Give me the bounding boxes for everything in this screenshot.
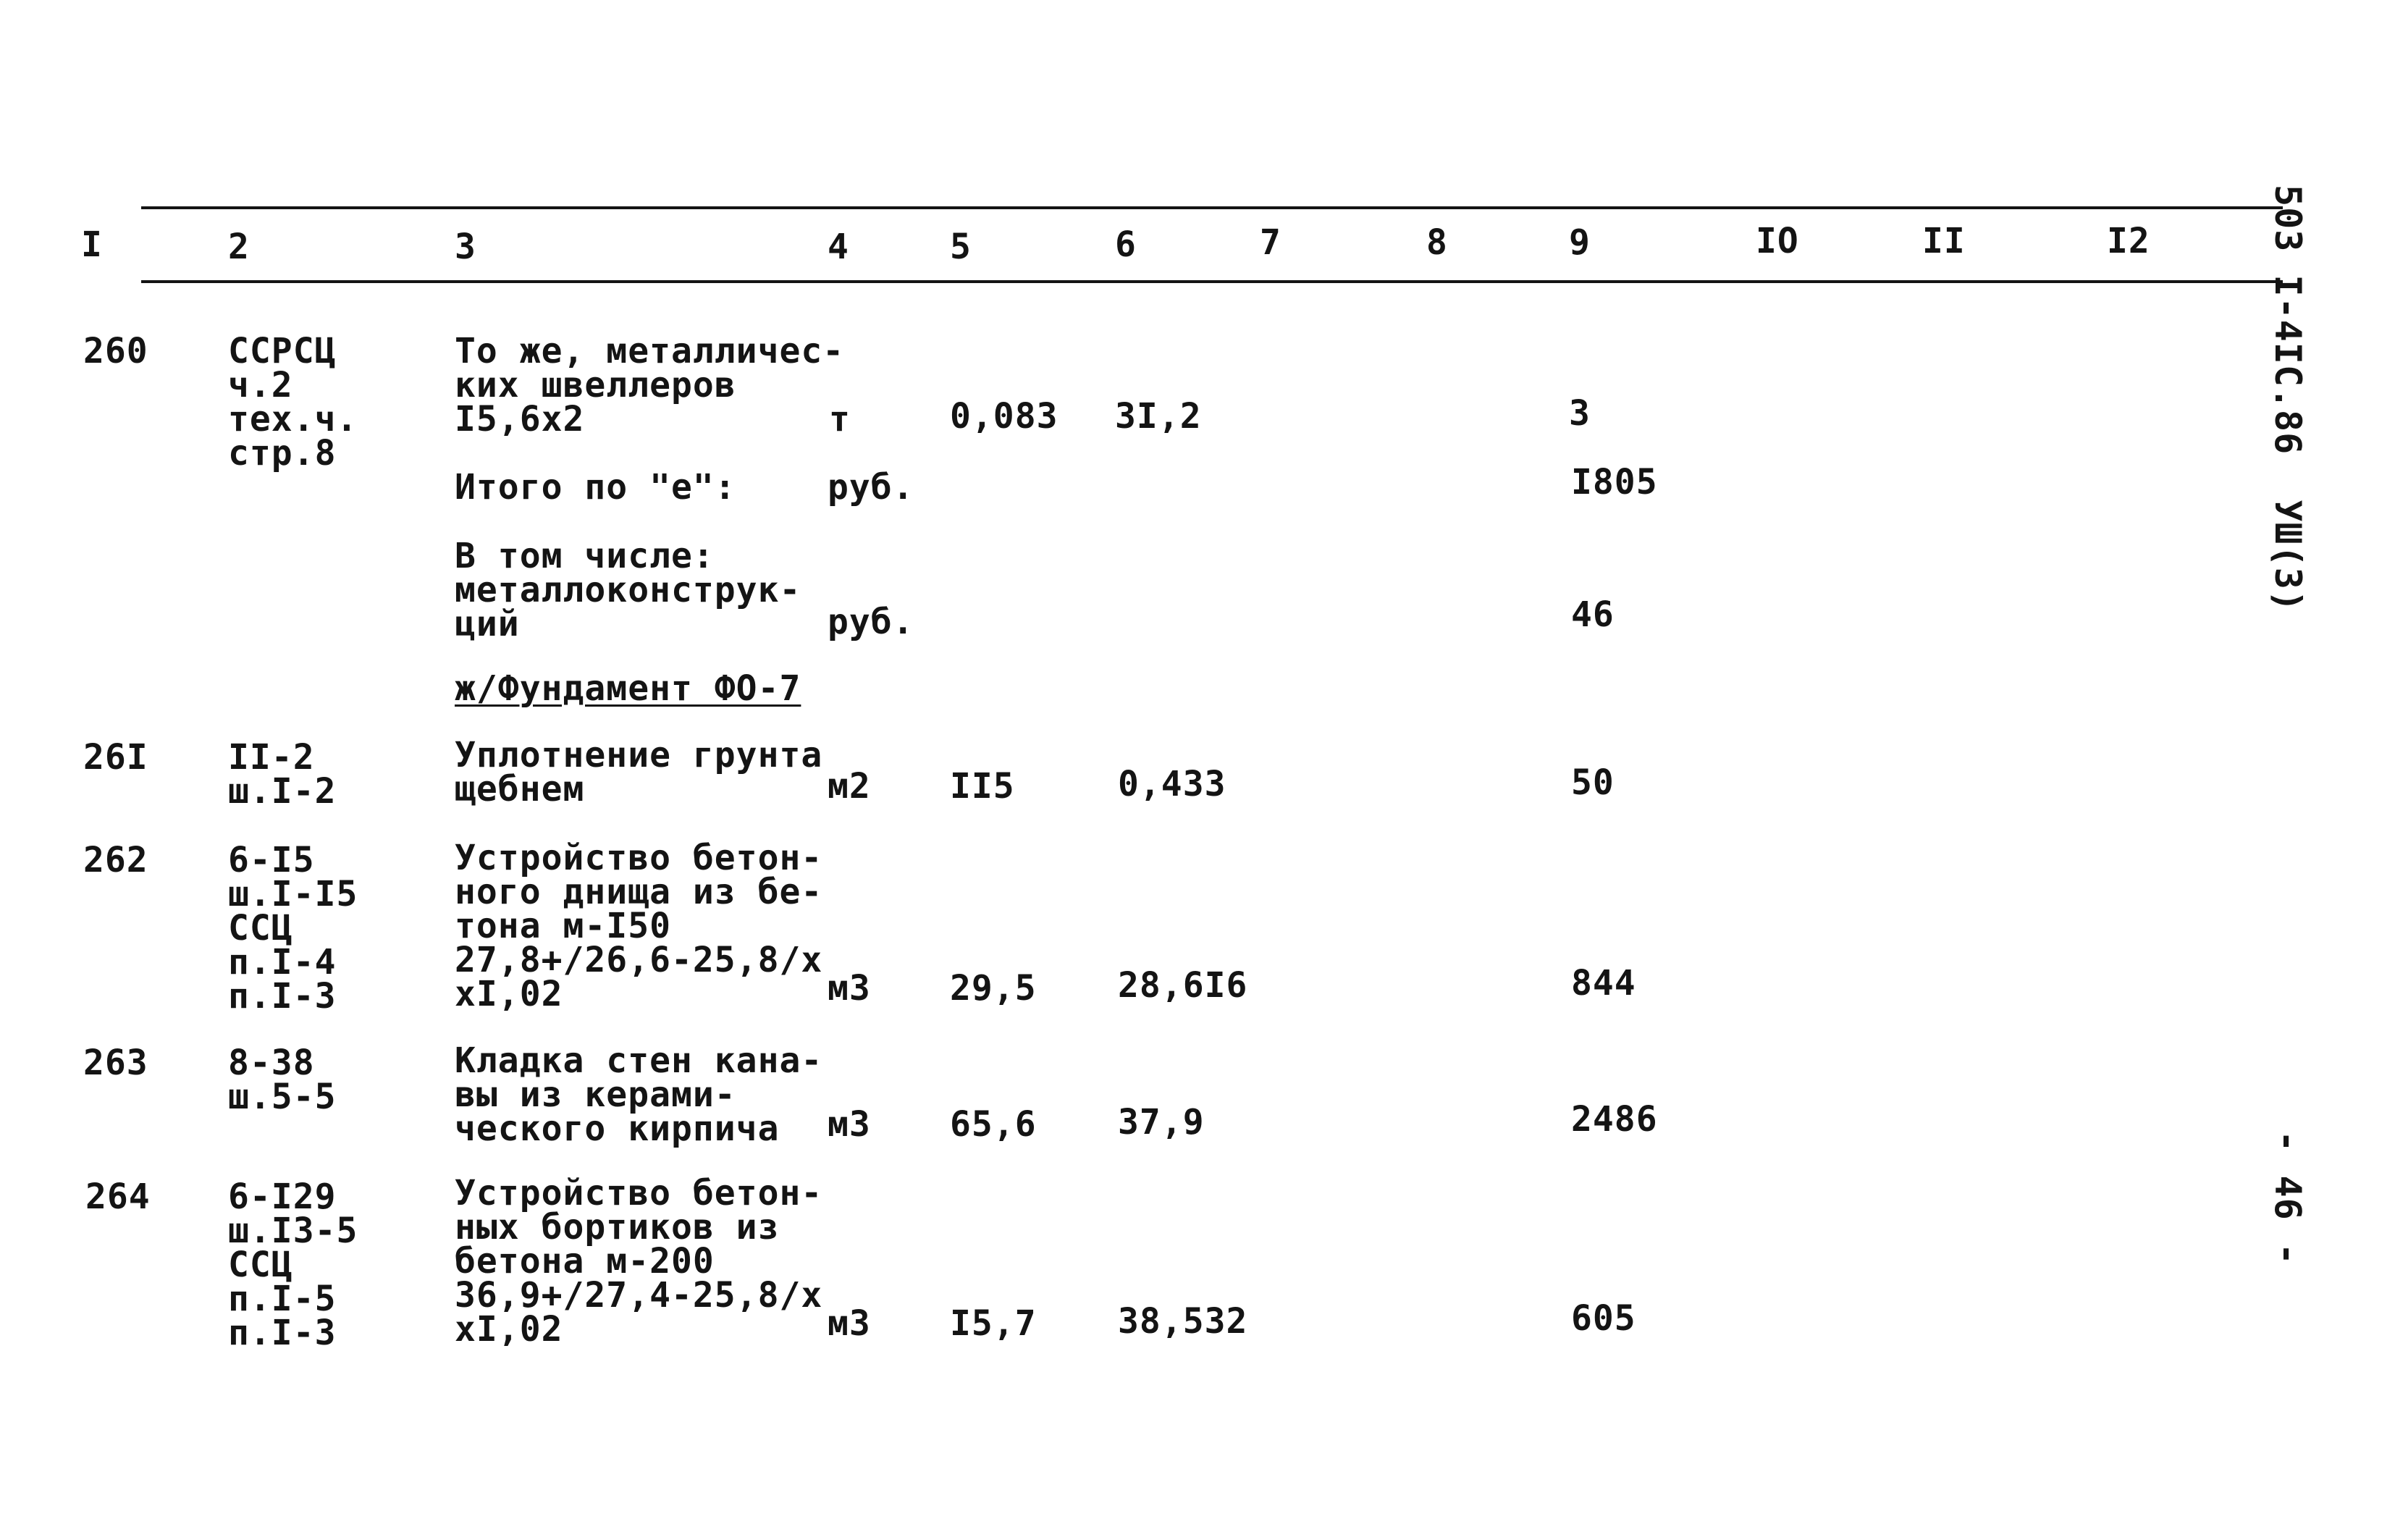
row-262-unit: м3 (828, 968, 871, 1009)
subtotal-total: I805 (1571, 462, 1658, 502)
column-header-12: I2 (2107, 221, 2150, 261)
row-264-unit: м3 (828, 1303, 871, 1344)
column-header-1: I (81, 224, 103, 265)
row-263-code: 8-38 ш.5-5 (228, 1043, 337, 1117)
row-260-price: 3I,2 (1115, 396, 1202, 437)
row-262-price: 28,6I6 (1118, 965, 1248, 1006)
row-263-quantity: 65,6 (950, 1104, 1037, 1145)
row-263-description: Кладка стен кана- вы из керами- ческого кирпича (455, 1040, 823, 1149)
section-title: ж/Фундамент ФО-7 (455, 668, 801, 709)
row-264-number: 264 (85, 1177, 151, 1217)
header-bottom-rule (141, 280, 2283, 283)
row-263-unit: м3 (828, 1104, 871, 1145)
row-260-code: ССРСЦ ч.2 тех.ч. стр.8 (228, 331, 358, 474)
row-261-quantity: II5 (950, 766, 1015, 807)
column-header-8: 8 (1426, 222, 1448, 263)
side-sheet-label: 503 I-4IC.86 УШ(3) - 46 - (2267, 185, 2309, 1266)
including-label: В том числе: металлоконструк- ций (455, 536, 801, 644)
row-264-quantity: I5,7 (950, 1303, 1037, 1344)
row-260-description: То же, металличес- ких швеллеров I5,6x2 (455, 331, 845, 439)
column-header-6: 6 (1115, 224, 1137, 265)
row-264-description: Устройство бетон- ных бортиков из бетона м-200 36,9+/27,4-25,8/x xI,02 (455, 1173, 823, 1350)
subtotal-unit: руб. (828, 467, 914, 508)
row-263-number: 263 (83, 1043, 148, 1083)
row-263-total: 2486 (1571, 1099, 1658, 1140)
column-header-11: II (1922, 221, 1966, 261)
row-261-code: II-2 ш.I-2 (228, 737, 337, 812)
row-262-total: 844 (1571, 963, 1636, 1003)
row-261-price: 0,433 (1118, 764, 1226, 804)
row-260-quantity: 0,083 (950, 396, 1058, 437)
row-263-price: 37,9 (1118, 1102, 1205, 1143)
column-header-9: 9 (1569, 222, 1591, 263)
row-264-code: 6-I29 ш.I3-5 ССЦ п.I-5 п.I-3 (228, 1177, 358, 1353)
row-261-unit: м2 (828, 766, 871, 807)
row-261-total: 50 (1571, 762, 1615, 803)
row-264-price: 38,532 (1118, 1301, 1248, 1342)
column-header-7: 7 (1260, 222, 1281, 263)
row-261-number: 26I (83, 737, 148, 778)
column-header-10: IO (1756, 221, 1799, 261)
header-top-rule (141, 206, 2283, 209)
row-260-total: 3 (1569, 393, 1591, 434)
including-total: 46 (1571, 594, 1615, 635)
row-262-description: Устройство бетон- ного днища из бе- тона м-I50 27,8+/26,6-25,8/x xI,02 (455, 838, 823, 1014)
column-header-3: 3 (455, 227, 476, 267)
row-262-number: 262 (83, 840, 148, 880)
subtotal-label: Итого по "е": (455, 467, 736, 508)
row-264-total: 605 (1571, 1298, 1636, 1339)
row-262-quantity: 29,5 (950, 968, 1037, 1009)
column-header-5: 5 (950, 227, 972, 267)
row-261-description: Уплотнение грунта щебнем (455, 735, 823, 809)
row-262-code: 6-I5 ш.I-I5 ССЦ п.I-4 п.I-3 (228, 840, 358, 1017)
row-260-number: 260 (83, 331, 148, 371)
column-header-4: 4 (828, 227, 849, 267)
column-header-2: 2 (228, 227, 250, 267)
row-260-unit: т (829, 399, 851, 439)
including-unit: руб. (828, 602, 914, 642)
